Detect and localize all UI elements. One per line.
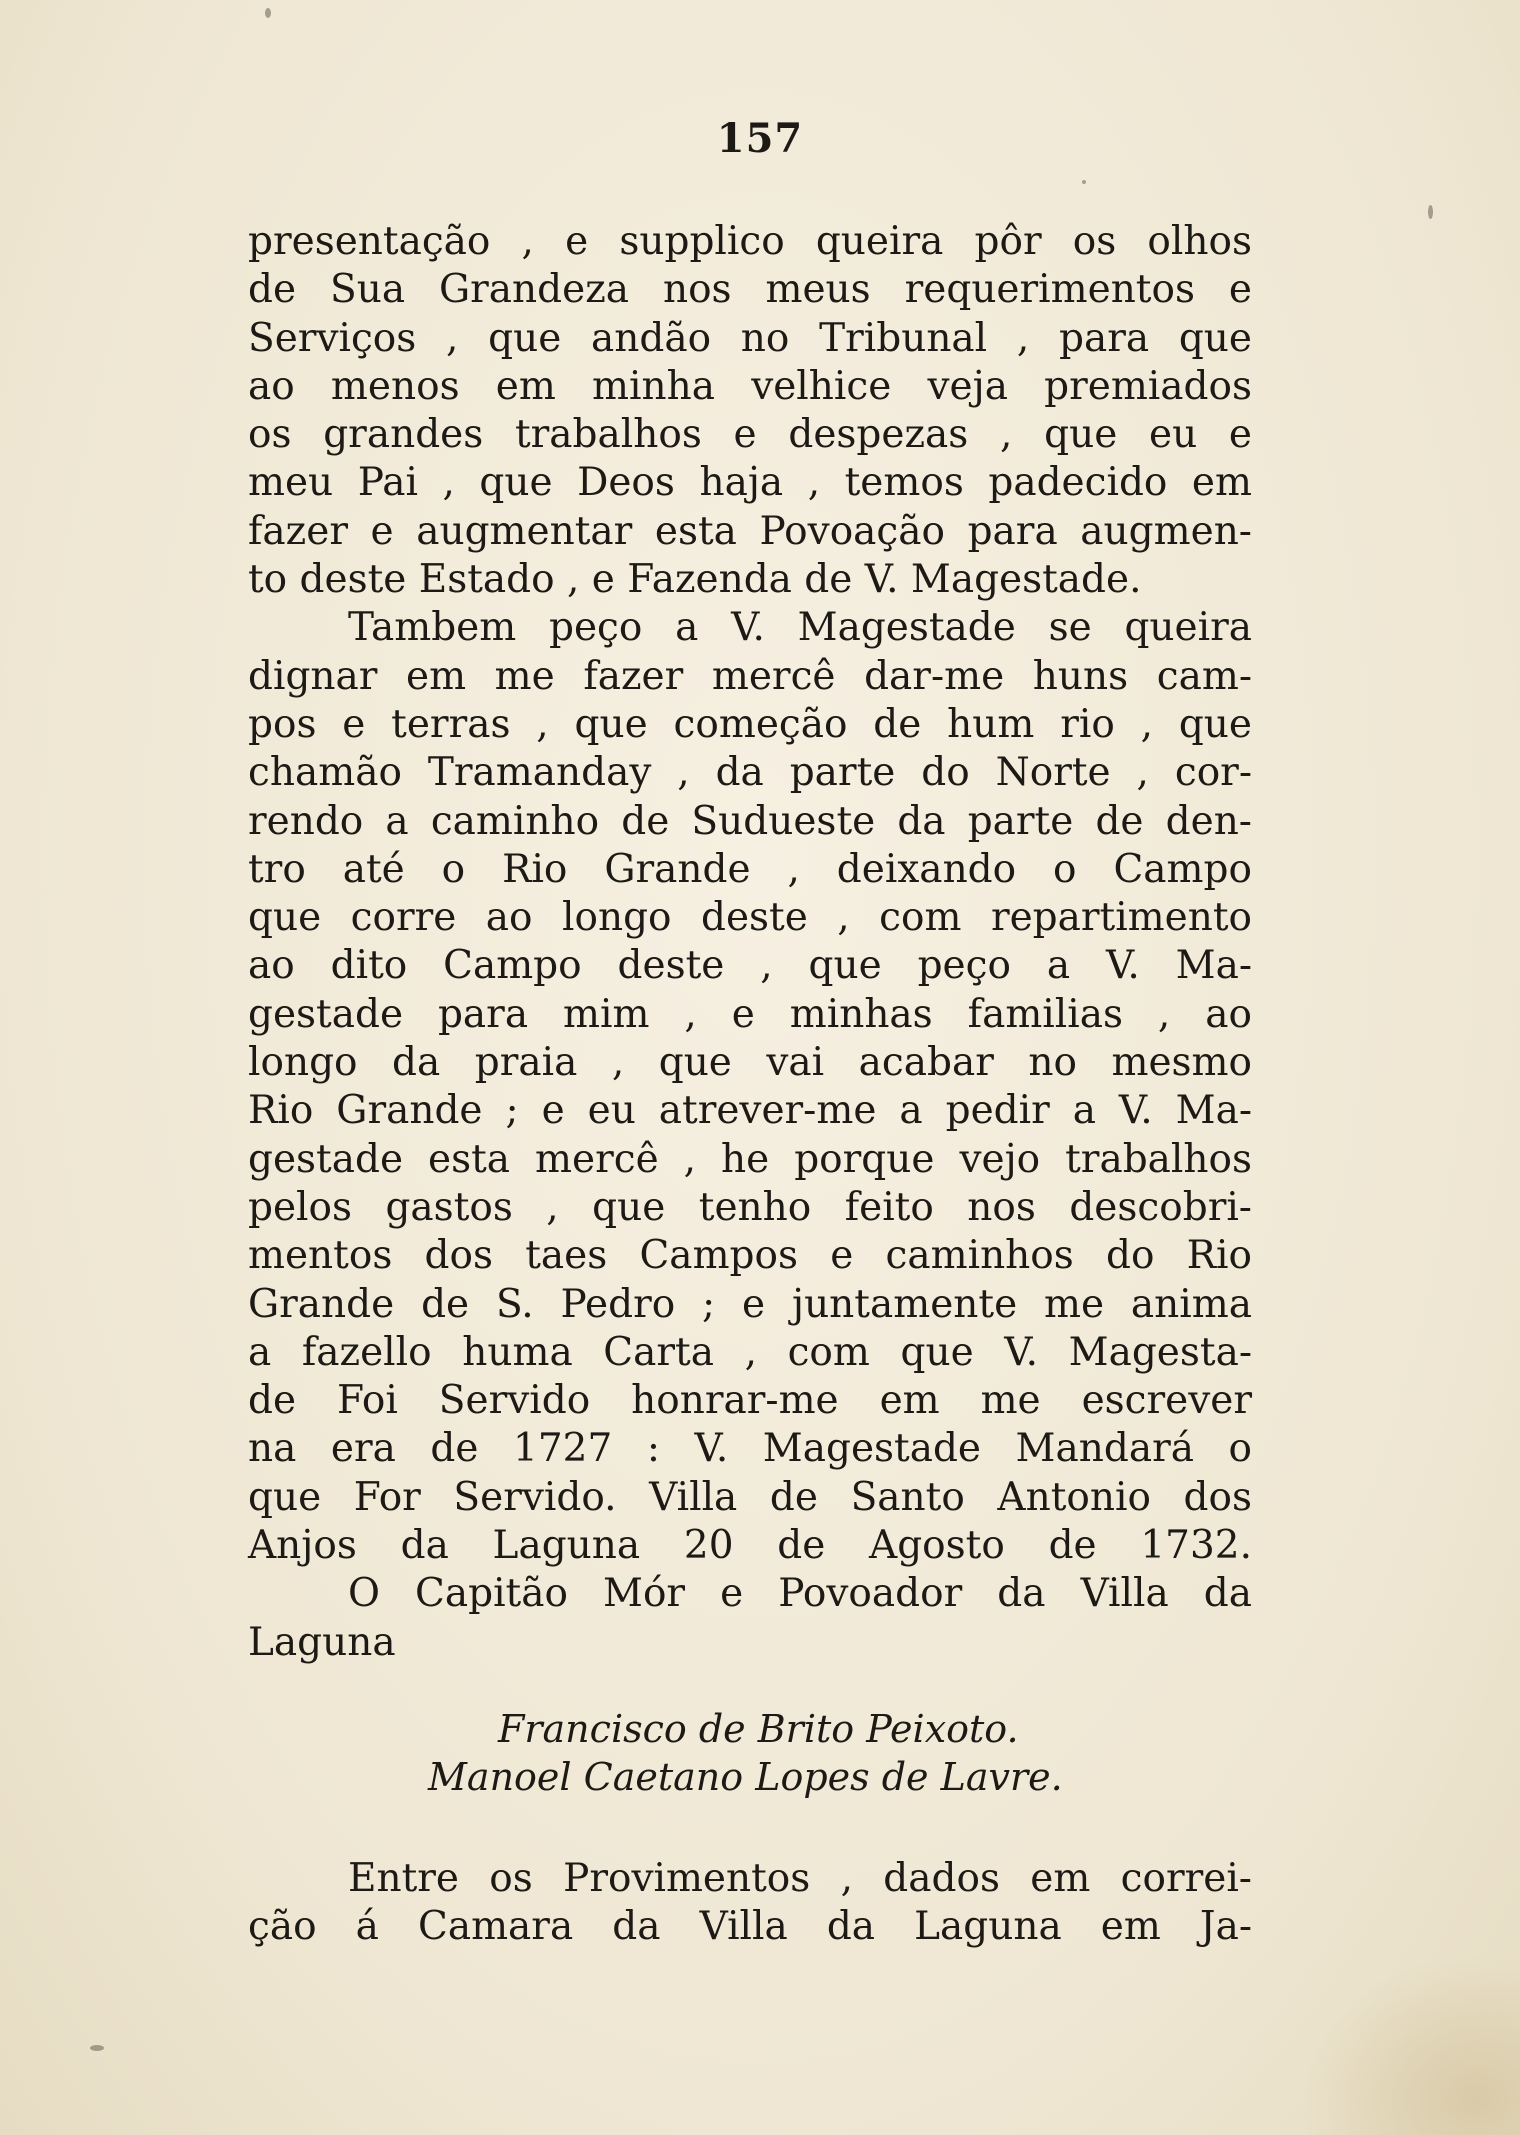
signature-block: [248, 1705, 1252, 1801]
text-line: Grande de S. Pedro ; e juntamente me anima: [248, 1281, 1252, 1327]
text-line: tro até o Rio Grande , deixando o Campo: [248, 846, 1252, 892]
text-line: a fazello huma Carta , com que V. Magesta-: [248, 1329, 1252, 1375]
text-line: Rio Grande ; e eu atrever-me a pedir a V. Ma-: [248, 1088, 1252, 1134]
text-line: na era de 1727 : V. Magestade Mandará o: [248, 1426, 1252, 1472]
paper-speck: [1428, 205, 1433, 219]
text-line: mentos dos taes Campos e caminhos do Rio: [248, 1233, 1252, 1279]
text-line: de Foi Servido honrar-me em me escrever: [248, 1378, 1252, 1424]
paper-speck: [90, 2045, 104, 2051]
text-line: ao menos em minha velhice veja premiados: [248, 363, 1252, 409]
text-line: dignar em me fazer mercê dar-me huns cam-: [248, 653, 1252, 699]
page-number: 157: [716, 115, 804, 162]
text-line: meu Pai , que Deos haja , temos padecido em: [248, 460, 1252, 506]
text-line: pos e terras , que começão de hum rio , que: [248, 701, 1252, 747]
text-line: ao dito Campo deste , que peço a V. Ma-: [248, 943, 1252, 989]
text-line: Laguna: [248, 1619, 396, 1665]
text-line: que For Servido. Villa de Santo Antonio dos: [248, 1474, 1252, 1520]
signature-line: Francisco de Brito Peixoto.: [498, 1707, 1019, 1751]
text-line: Serviços , que andão no Tribunal , para que: [248, 315, 1252, 361]
paper-stain: [1300, 1955, 1520, 2135]
text-line: rendo a caminho de Sudueste da parte de den-: [248, 798, 1252, 844]
text-line: Anjos da Laguna 20 de Agosto de 1732.: [248, 1523, 1252, 1569]
signature-line: Manoel Caetano Lopes de Lavre.: [428, 1755, 1063, 1799]
text-line: to deste Estado , e Fazenda de V. Magestade.: [248, 557, 1142, 603]
text-line: Tambem peço a V. Magestade se queira: [348, 605, 1252, 651]
text-line: pelos gastos , que tenho feito nos descobri-: [248, 1184, 1252, 1230]
text-line: O Capitão Mór e Povoador da Villa da: [348, 1571, 1252, 1617]
text-line: Entre os Provimentos , dados em correi-: [348, 1856, 1252, 1901]
text-line: que corre ao longo deste , com repartimento: [248, 895, 1252, 941]
text-line: presentação , e supplico queira pôr os olhos: [248, 219, 1252, 264]
text-line: ção á Camara da Villa da Laguna em Ja-: [248, 1904, 1252, 1950]
paper-speck: [265, 8, 271, 18]
paper-speck: [1082, 180, 1086, 184]
following-paragraph: [248, 1855, 1252, 1952]
text-line: os grandes trabalhos e despezas , que eu e: [248, 412, 1252, 458]
body-text: [248, 218, 1252, 1667]
text-line: gestade para mim , e minhas familias , ao: [248, 991, 1252, 1037]
text-line: longo da praia , que vai acabar no mesmo: [248, 1040, 1252, 1086]
text-line: gestade esta mercê , he porque vejo trabalhos: [248, 1136, 1252, 1182]
text-line: de Sua Grandeza nos meus requerimentos e: [248, 267, 1252, 313]
text-line: fazer e augmentar esta Povoação para augmen-: [248, 508, 1252, 554]
text-line: chamão Tramanday , da parte do Norte , cor-: [248, 750, 1252, 796]
